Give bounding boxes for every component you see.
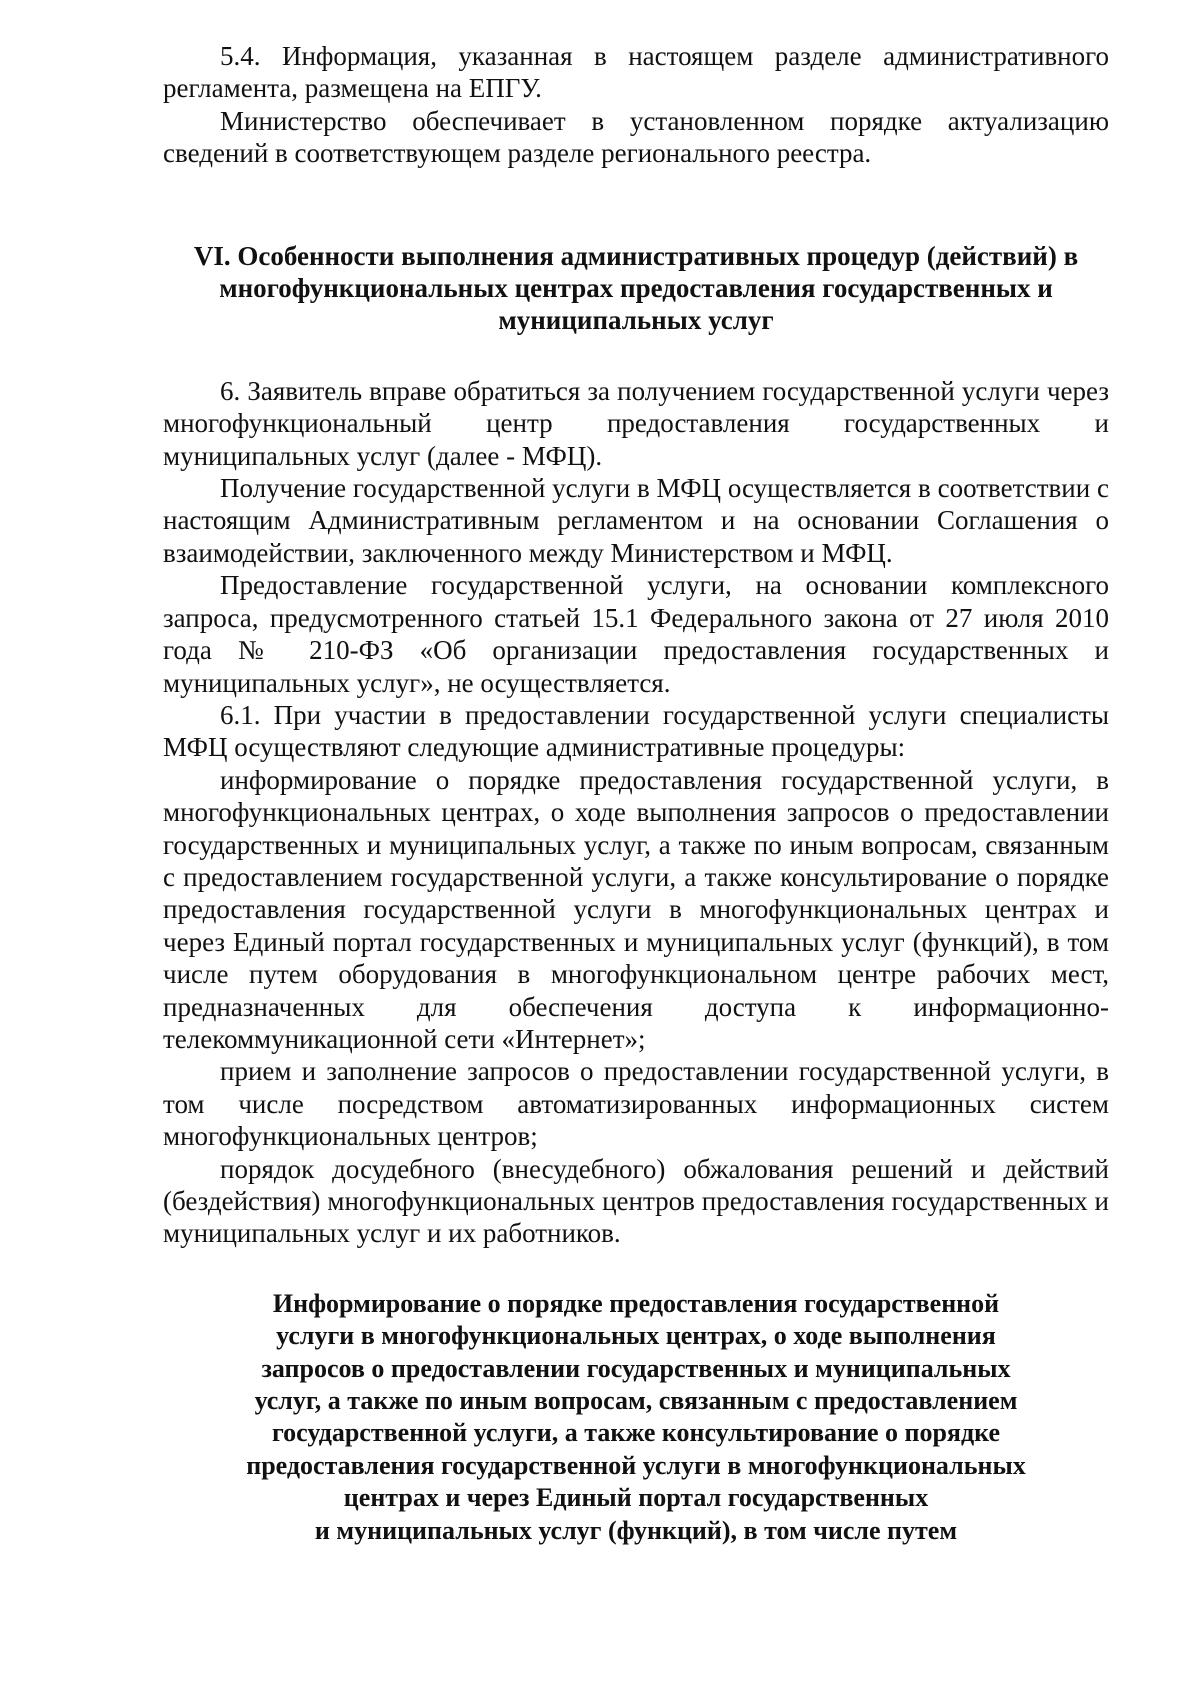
heading-line: Информирование о порядке предоставления государственной — [272, 1288, 1000, 1318]
subsection-heading — [163, 1288, 1109, 1547]
document-page — [163, 40, 1109, 1547]
heading-line: услуги в многофункциональных центрах, о ходе выполнения — [276, 1321, 996, 1351]
section-vi-body — [163, 375, 1109, 1250]
heading-line: предоставления государственной услуги в многофункциональных — [246, 1450, 1026, 1480]
section-heading-text: VI. Особенности выполнения административных процедур (действий) в многофункциональных центрах предоставления государственных и муниципальных услуг — [193, 240, 1079, 336]
heading-line: центрах и через Единый портал государственных — [343, 1483, 929, 1513]
paragraph: Получение государственной услуги в МФЦ осуществляется в соответствии с настоящим Административным регламентом и на основании Соглашения о взаимодействии, заключенного между Министерством и МФЦ. — [163, 473, 1109, 568]
paragraph: 6. Заявитель вправе обратиться за получением государственной услуги через многофункциональный центр предоставления государственных и муниципальных услуг (далее - МФЦ). — [163, 375, 1109, 471]
paragraph: прием и заполнение запросов о предоставлении государственной услуги, в том числе посредством автоматизированных информационных систем многофункциональных центров; — [163, 1056, 1109, 1152]
paragraph: порядок досудебного (внесудебного) обжалования решений и действий (бездействия) многофункциональных центров предоставления государственных и муниципальных услуг и их работников. — [163, 1153, 1109, 1249]
paragraph: 6.1. При участии в предоставлении государственной услуги специалисты МФЦ осуществляют следующие административные процедуры: — [163, 699, 1109, 763]
paragraph-5-4: 5.4. Информация, указанная в настоящем разделе административного регламента, размещена на ЕПГУ. — [163, 41, 1109, 104]
paragraph: Предоставление государственной услуги, на основании комплексного запроса, предусмотренного статьей 15.1 Федерального закона от 27 июля 2010 года № 210-ФЗ «Об организации предоставления государственных и муниципальных услуг», не осуществляется. — [163, 570, 1109, 698]
paragraph-registry-update: Министерство обеспечивает в установленном порядке актуализацию сведений в соответствующем разделе регионального реестра. — [163, 105, 1109, 169]
heading-line: государственной услуги, а также консультирование о порядке — [271, 1418, 1001, 1448]
heading-line: запросов о предоставлении государственных и муниципальных — [261, 1353, 1011, 1383]
paragraph: информирование о порядке предоставления государственной услуги, в многофункциональных центрах, о ходе выполнения запросов о предоставлении государственных и муниципальных услуг, а также по иным вопросам, связанным с предоставлением государственной услуги, а также консультирование о порядке предоставления государственной услуги в многофункциональных центрах и через Единый портал государственных и муниципальных услуг (функций), в том числе путем оборудования в многофункциональном центре рабочих мест, предназначенных для обеспечения доступа к информационно-телекоммуникационной сети «Интернет»; — [163, 764, 1109, 1054]
heading-line: и муниципальных услуг (функций), в том числе путем — [314, 1515, 958, 1545]
heading-line: услуг, а также по иным вопросам, связанным с предоставлением — [254, 1386, 1018, 1416]
section-heading-vi — [163, 240, 1109, 337]
